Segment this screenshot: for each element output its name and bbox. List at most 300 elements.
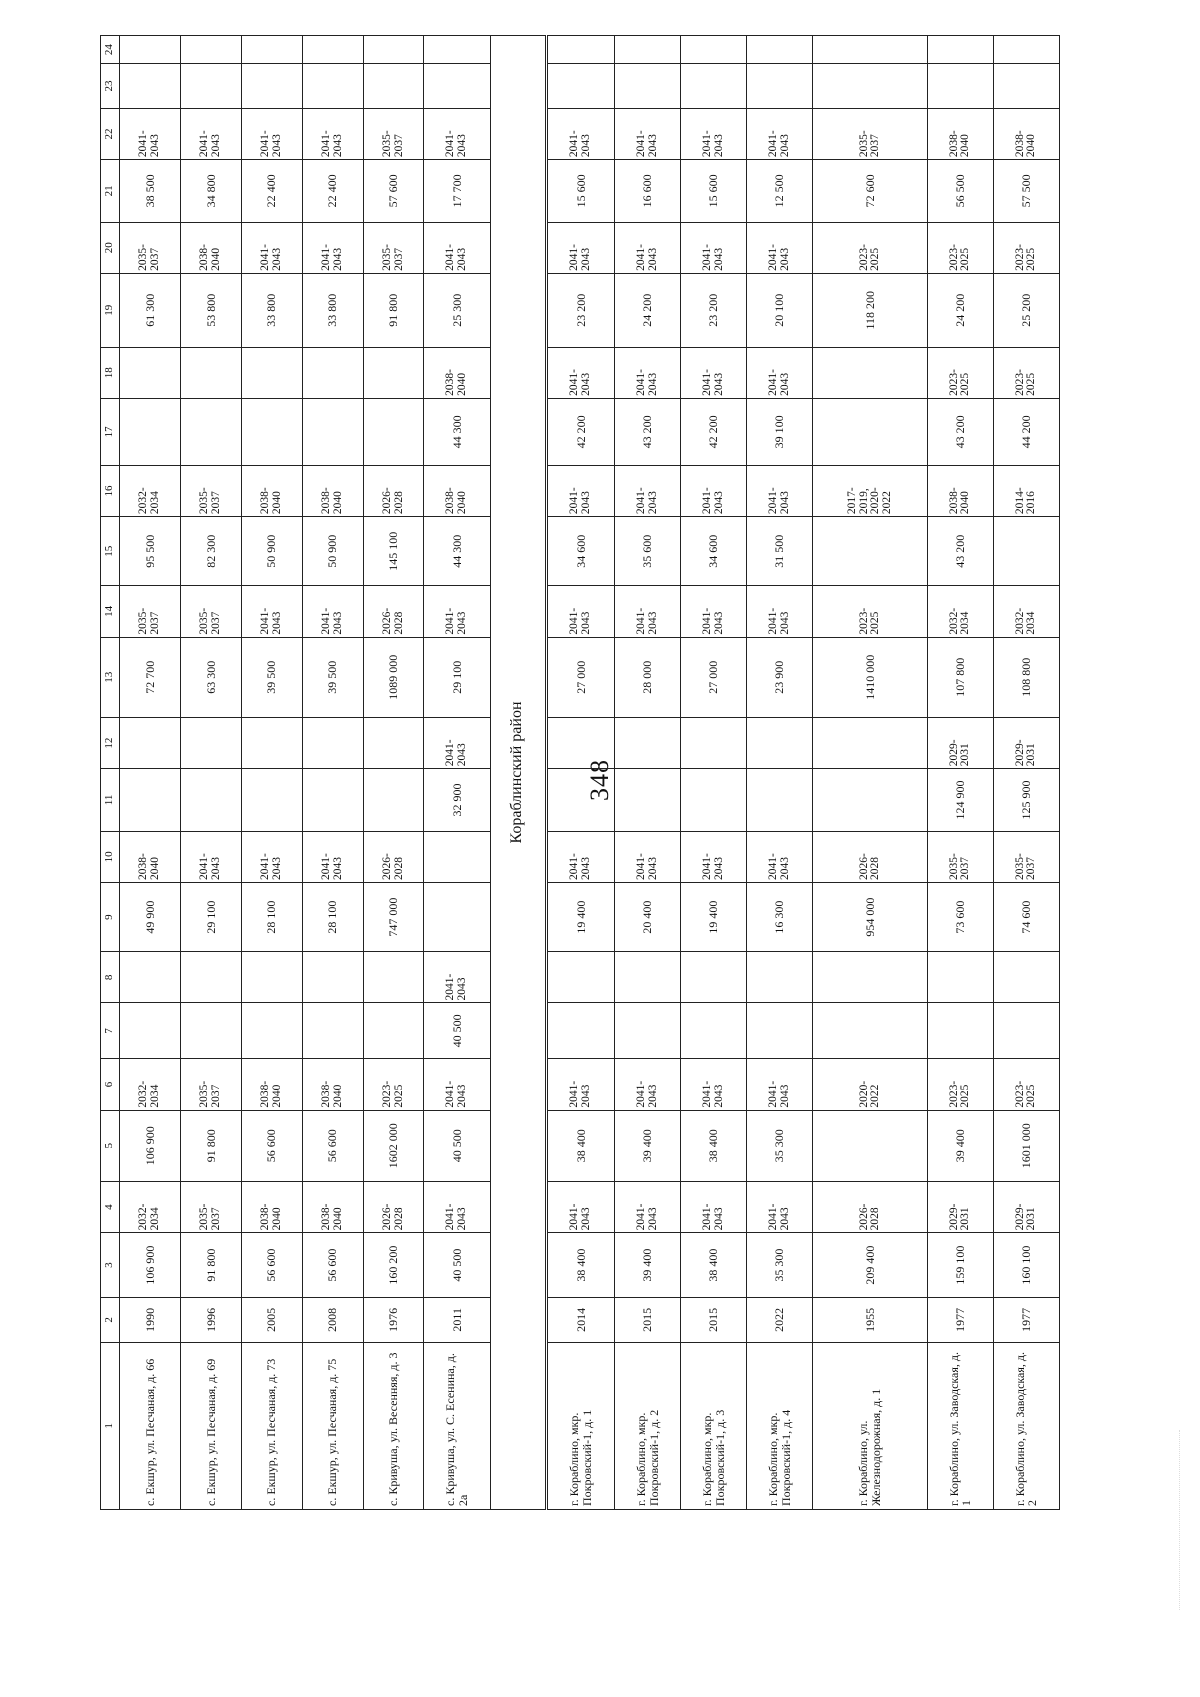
scan-edge-mark [1179, 1430, 1196, 1610]
period-cell: 2041-2043 [424, 1182, 490, 1233]
period-cell: 2038-2040 [927, 465, 993, 516]
address-cell: с. Екшур, ул. Песчаная, д. 69 [180, 1342, 241, 1509]
value-cell: 24 200 [615, 273, 681, 347]
period-cell: 2041-2043 [546, 1182, 614, 1233]
value-cell [424, 831, 490, 882]
column-number-header [101, 36, 120, 1510]
value-cell: 2022 [747, 1298, 813, 1343]
period-cell: 2041-2043 [120, 108, 181, 159]
period-cell: 2023-2025 [993, 1059, 1059, 1110]
value-cell [363, 36, 424, 64]
period-cell: 2041-2043 [747, 586, 813, 637]
column-header: 8 [101, 952, 120, 1003]
value-cell [241, 717, 302, 768]
value-cell: 2005 [241, 1298, 302, 1343]
value-cell: 38 400 [546, 1233, 614, 1298]
period-cell: 2041-2043 [615, 1059, 681, 1110]
value-cell: 145 100 [363, 517, 424, 586]
address-cell: г. Кораблино, мкр. Покровский-1, д. 3 [681, 1342, 747, 1509]
value-cell [747, 717, 813, 768]
value-cell [615, 1003, 681, 1059]
column-header: 3 [101, 1233, 120, 1298]
value-cell: 106 900 [120, 1110, 181, 1181]
value-cell: 747 000 [363, 883, 424, 952]
address-cell: г. Кораблино, ул. Заводская, д. 1 [927, 1342, 993, 1509]
value-cell: 39 500 [302, 637, 363, 717]
value-cell: 34 600 [681, 517, 747, 586]
column-header: 5 [101, 1110, 120, 1181]
period-cell: 2035-2037 [363, 222, 424, 273]
value-cell: 106 900 [120, 1233, 181, 1298]
period-cell: 2041-2043 [241, 222, 302, 273]
period-cell: 2035-2037 [180, 465, 241, 516]
period-cell: 2041-2043 [747, 222, 813, 273]
value-cell [813, 1003, 928, 1059]
value-cell: 2011 [424, 1298, 490, 1343]
table-row [363, 36, 424, 1510]
value-cell [813, 1110, 928, 1181]
value-cell: 108 800 [993, 637, 1059, 717]
value-cell [302, 1003, 363, 1059]
value-cell [681, 36, 747, 64]
value-cell [747, 36, 813, 64]
period-cell: 2041-2043 [615, 586, 681, 637]
capital-repair-schedule-table [100, 35, 1060, 1510]
rotated-table-container [100, 35, 1060, 1510]
value-cell: 160 200 [363, 1233, 424, 1298]
period-cell: 2023-2025 [927, 222, 993, 273]
period-cell: 2041-2043 [615, 1182, 681, 1233]
period-cell: 2041-2043 [747, 108, 813, 159]
period-cell: 2038-2040 [120, 831, 181, 882]
value-cell: 35 300 [747, 1110, 813, 1181]
period-cell: 2041-2043 [747, 1059, 813, 1110]
period-cell: 2041-2043 [747, 347, 813, 398]
column-header: 23 [101, 64, 120, 109]
period-cell: 2023-2025 [927, 347, 993, 398]
value-cell: 19 400 [546, 883, 614, 952]
value-cell [615, 952, 681, 1003]
value-cell [120, 952, 181, 1003]
value-cell [302, 347, 363, 398]
period-cell: 2041-2043 [546, 108, 614, 159]
address-cell: с. Екшур, ул. Песчаная, д. 75 [302, 1342, 363, 1509]
address-cell: с. Екшур, ул. Песчаная, д. 66 [120, 1342, 181, 1509]
period-cell: 2041-2043 [546, 347, 614, 398]
period-cell: 2032-2034 [927, 586, 993, 637]
period-cell: 2041-2043 [615, 831, 681, 882]
table-row [424, 36, 490, 1510]
value-cell: 124 900 [927, 769, 993, 831]
period-cell: 2035-2037 [180, 1182, 241, 1233]
value-cell [120, 769, 181, 831]
value-cell: 1996 [180, 1298, 241, 1343]
column-header: 11 [101, 769, 120, 831]
value-cell: 73 600 [927, 883, 993, 952]
value-cell: 159 100 [927, 1233, 993, 1298]
period-cell: 2041-2043 [302, 108, 363, 159]
value-cell [302, 64, 363, 109]
value-cell [747, 64, 813, 109]
value-cell [120, 398, 181, 465]
period-cell: 2038-2040 [241, 1059, 302, 1110]
period-cell: 2035-2037 [180, 1059, 241, 1110]
table-row [813, 36, 928, 1510]
value-cell: 56 600 [302, 1233, 363, 1298]
value-cell [615, 769, 681, 831]
address-cell: г. Кораблино, ул. Железнодорожная, д. 1 [813, 1342, 928, 1509]
value-cell: 20 400 [615, 883, 681, 952]
value-cell: 28 000 [615, 637, 681, 717]
value-cell [363, 717, 424, 768]
value-cell: 15 600 [681, 160, 747, 222]
period-cell: 2029-2031 [993, 1182, 1059, 1233]
value-cell: 16 600 [615, 160, 681, 222]
period-cell: 2041-2043 [615, 222, 681, 273]
period-cell: 2038-2040 [180, 222, 241, 273]
period-cell: 2026-2028 [813, 1182, 928, 1233]
period-cell: 2023-2025 [813, 222, 928, 273]
period-cell: 2041-2043 [615, 465, 681, 516]
value-cell [180, 717, 241, 768]
value-cell: 56 600 [302, 1110, 363, 1181]
value-cell: 44 300 [424, 517, 490, 586]
period-cell: 2041-2043 [424, 1059, 490, 1110]
value-cell [180, 36, 241, 64]
value-cell [241, 398, 302, 465]
value-cell: 16 300 [747, 883, 813, 952]
column-header: 16 [101, 465, 120, 516]
value-cell [813, 517, 928, 586]
period-cell: 2041-2043 [546, 586, 614, 637]
period-cell: 2041-2043 [546, 465, 614, 516]
value-cell [546, 769, 614, 831]
period-cell: 2035-2037 [363, 108, 424, 159]
period-cell: 2041-2043 [681, 222, 747, 273]
period-cell: 2041-2043 [424, 108, 490, 159]
value-cell: 39 500 [241, 637, 302, 717]
table-row [747, 36, 813, 1510]
period-cell: 2041-2043 [424, 717, 490, 768]
value-cell: 954 000 [813, 883, 928, 952]
value-cell: 1977 [993, 1298, 1059, 1343]
value-cell [993, 517, 1059, 586]
value-cell [180, 769, 241, 831]
column-header: 2 [101, 1298, 120, 1343]
column-header: 7 [101, 1003, 120, 1059]
value-cell: 34 800 [180, 160, 241, 222]
value-cell [302, 717, 363, 768]
value-cell: 22 400 [302, 160, 363, 222]
value-cell [813, 347, 928, 398]
period-cell: 2035-2037 [993, 831, 1059, 882]
period-cell: 2026-2028 [363, 831, 424, 882]
period-cell: 2035-2037 [813, 108, 928, 159]
period-cell: 2041-2043 [681, 465, 747, 516]
period-cell: 2026-2028 [363, 1182, 424, 1233]
value-cell [302, 398, 363, 465]
value-cell [813, 36, 928, 64]
value-cell [927, 36, 993, 64]
period-cell: 2038-2040 [424, 347, 490, 398]
value-cell: 91 800 [180, 1233, 241, 1298]
value-cell: 27 000 [681, 637, 747, 717]
value-cell [747, 952, 813, 1003]
value-cell: 40 500 [424, 1110, 490, 1181]
table-row [993, 36, 1059, 1510]
value-cell: 49 900 [120, 883, 181, 952]
table-row [681, 36, 747, 1510]
value-cell: 40 500 [424, 1003, 490, 1059]
value-cell [424, 64, 490, 109]
period-cell: 2038-2040 [302, 1182, 363, 1233]
value-cell [681, 769, 747, 831]
value-cell: 2014 [546, 1298, 614, 1343]
value-cell [747, 1003, 813, 1059]
value-cell: 107 800 [927, 637, 993, 717]
value-cell: 1977 [927, 1298, 993, 1343]
column-header: 6 [101, 1059, 120, 1110]
value-cell [363, 347, 424, 398]
value-cell: 28 100 [302, 883, 363, 952]
value-cell: 53 800 [180, 273, 241, 347]
value-cell [180, 1003, 241, 1059]
column-header: 17 [101, 398, 120, 465]
value-cell: 1601 000 [993, 1110, 1059, 1181]
period-cell: 2032-2034 [120, 465, 181, 516]
column-header: 18 [101, 347, 120, 398]
value-cell [424, 883, 490, 952]
value-cell [241, 36, 302, 64]
value-cell [813, 398, 928, 465]
value-cell [993, 36, 1059, 64]
period-cell: 2029-2031 [927, 1182, 993, 1233]
period-cell: 2041-2043 [241, 586, 302, 637]
value-cell [363, 398, 424, 465]
period-cell: 2041-2043 [681, 108, 747, 159]
region-title: Кораблинский район [490, 36, 546, 1510]
value-cell: 56 600 [241, 1233, 302, 1298]
value-cell: 22 400 [241, 160, 302, 222]
value-cell: 39 400 [927, 1110, 993, 1181]
period-cell: 2035-2037 [180, 586, 241, 637]
value-cell: 38 400 [681, 1110, 747, 1181]
period-cell: 2041-2043 [681, 831, 747, 882]
period-cell: 2026-2028 [813, 831, 928, 882]
period-cell: 2041-2043 [241, 831, 302, 882]
period-cell: 2041-2043 [302, 586, 363, 637]
value-cell [813, 717, 928, 768]
address-cell: с. Кривуша, ул. Весенняя, д. 3 [363, 1342, 424, 1509]
period-cell: 2035-2037 [927, 831, 993, 882]
value-cell [546, 36, 614, 64]
value-cell: 39 400 [615, 1110, 681, 1181]
value-cell: 74 600 [993, 883, 1059, 952]
value-cell: 43 200 [927, 398, 993, 465]
value-cell: 56 600 [241, 1110, 302, 1181]
value-cell: 34 600 [546, 517, 614, 586]
period-cell: 2038-2040 [302, 465, 363, 516]
value-cell: 12 500 [747, 160, 813, 222]
column-header: 10 [101, 831, 120, 882]
value-cell: 160 100 [993, 1233, 1059, 1298]
value-cell: 125 900 [993, 769, 1059, 831]
period-cell: 2023-2025 [993, 222, 1059, 273]
period-cell: 2035-2037 [120, 222, 181, 273]
value-cell [927, 1003, 993, 1059]
value-cell [363, 769, 424, 831]
value-cell: 91 800 [180, 1110, 241, 1181]
value-cell [302, 769, 363, 831]
column-header: 24 [101, 36, 120, 64]
value-cell: 91 800 [363, 273, 424, 347]
value-cell: 24 200 [927, 273, 993, 347]
value-cell [615, 36, 681, 64]
column-header: 12 [101, 717, 120, 768]
value-cell [993, 64, 1059, 109]
value-cell [120, 1003, 181, 1059]
value-cell [681, 1003, 747, 1059]
period-cell: 2032-2034 [120, 1059, 181, 1110]
value-cell: 35 600 [615, 517, 681, 586]
value-cell: 17 700 [424, 160, 490, 222]
value-cell: 39 100 [747, 398, 813, 465]
period-cell: 2023-2025 [993, 347, 1059, 398]
table-row [615, 36, 681, 1510]
value-cell [747, 769, 813, 831]
value-cell: 39 400 [615, 1233, 681, 1298]
period-cell: 2029-2031 [927, 717, 993, 768]
column-header: 15 [101, 517, 120, 586]
value-cell: 23 900 [747, 637, 813, 717]
value-cell: 2008 [302, 1298, 363, 1343]
value-cell: 33 800 [302, 273, 363, 347]
period-cell: 2041-2043 [546, 222, 614, 273]
address-cell: с. Екшур, ул. Песчаная, д. 73 [241, 1342, 302, 1509]
value-cell [993, 1003, 1059, 1059]
value-cell: 50 900 [241, 517, 302, 586]
value-cell [180, 347, 241, 398]
value-cell: 23 200 [546, 273, 614, 347]
period-cell: 2038-2040 [302, 1059, 363, 1110]
period-cell: 2035-2037 [120, 586, 181, 637]
value-cell [241, 64, 302, 109]
period-cell: 2023-2025 [363, 1059, 424, 1110]
value-cell [546, 1003, 614, 1059]
column-header: 4 [101, 1182, 120, 1233]
value-cell: 40 500 [424, 1233, 490, 1298]
value-cell: 33 800 [241, 273, 302, 347]
value-cell: 29 100 [180, 883, 241, 952]
value-cell: 44 300 [424, 398, 490, 465]
value-cell: 15 600 [546, 160, 614, 222]
period-cell: 2023-2025 [813, 586, 928, 637]
value-cell: 32 900 [424, 769, 490, 831]
table-row [927, 36, 993, 1510]
period-cell: 2038-2040 [241, 465, 302, 516]
address-cell: г. Кораблино, мкр. Покровский-1, д. 2 [615, 1342, 681, 1509]
value-cell [546, 717, 614, 768]
value-cell: 19 400 [681, 883, 747, 952]
value-cell: 28 100 [241, 883, 302, 952]
table-row [241, 36, 302, 1510]
period-cell: 2041-2043 [681, 347, 747, 398]
period-cell: 2041-2043 [180, 108, 241, 159]
period-cell: 2020-2022 [813, 1059, 928, 1110]
address-cell: с. Кривуша, ул. С. Есенина, д. 2а [424, 1342, 490, 1509]
region-separator [490, 36, 546, 1510]
period-cell: 2041-2043 [681, 586, 747, 637]
value-cell: 43 200 [615, 398, 681, 465]
value-cell [681, 717, 747, 768]
value-cell [302, 36, 363, 64]
table-row [120, 36, 181, 1510]
value-cell [813, 952, 928, 1003]
value-cell [363, 1003, 424, 1059]
period-cell: 2041-2043 [546, 831, 614, 882]
value-cell: 209 400 [813, 1233, 928, 1298]
period-cell: 2041-2043 [424, 952, 490, 1003]
column-header: 14 [101, 586, 120, 637]
value-cell: 20 100 [747, 273, 813, 347]
period-cell: 2041-2043 [424, 222, 490, 273]
period-cell: 2032-2034 [120, 1182, 181, 1233]
value-cell [813, 769, 928, 831]
period-cell: 2041-2043 [681, 1182, 747, 1233]
value-cell [120, 36, 181, 64]
period-cell: 2041-2043 [180, 831, 241, 882]
period-cell: 2017-2019, 2020-2022 [813, 465, 928, 516]
value-cell [424, 36, 490, 64]
column-header: 1 [101, 1342, 120, 1509]
value-cell [927, 952, 993, 1003]
value-cell [546, 64, 614, 109]
value-cell [363, 64, 424, 109]
value-cell: 23 200 [681, 273, 747, 347]
value-cell: 1955 [813, 1298, 928, 1343]
value-cell [241, 1003, 302, 1059]
value-cell [241, 347, 302, 398]
value-cell [681, 64, 747, 109]
value-cell [120, 64, 181, 109]
column-header: 9 [101, 883, 120, 952]
value-cell [363, 952, 424, 1003]
period-cell: 2038-2040 [993, 108, 1059, 159]
period-cell: 2041-2043 [546, 1059, 614, 1110]
value-cell: 63 300 [180, 637, 241, 717]
address-cell: г. Кораблино, мкр. Покровский-1, д. 4 [747, 1342, 813, 1509]
value-cell: 27 000 [546, 637, 614, 717]
period-cell: 2032-2034 [993, 586, 1059, 637]
value-cell [615, 64, 681, 109]
table-row [302, 36, 363, 1510]
value-cell [180, 398, 241, 465]
period-cell: 2014-2016 [993, 465, 1059, 516]
value-cell: 61 300 [120, 273, 181, 347]
value-cell: 42 200 [546, 398, 614, 465]
table-group-ekshur-krivusha [120, 36, 491, 1510]
value-cell: 25 200 [993, 273, 1059, 347]
value-cell: 50 900 [302, 517, 363, 586]
value-cell: 42 200 [681, 398, 747, 465]
value-cell: 1410 000 [813, 637, 928, 717]
table-row [546, 36, 614, 1510]
value-cell: 95 500 [120, 517, 181, 586]
value-cell: 2015 [681, 1298, 747, 1343]
period-cell: 2029-2031 [993, 717, 1059, 768]
column-header: 21 [101, 160, 120, 222]
value-cell: 1976 [363, 1298, 424, 1343]
